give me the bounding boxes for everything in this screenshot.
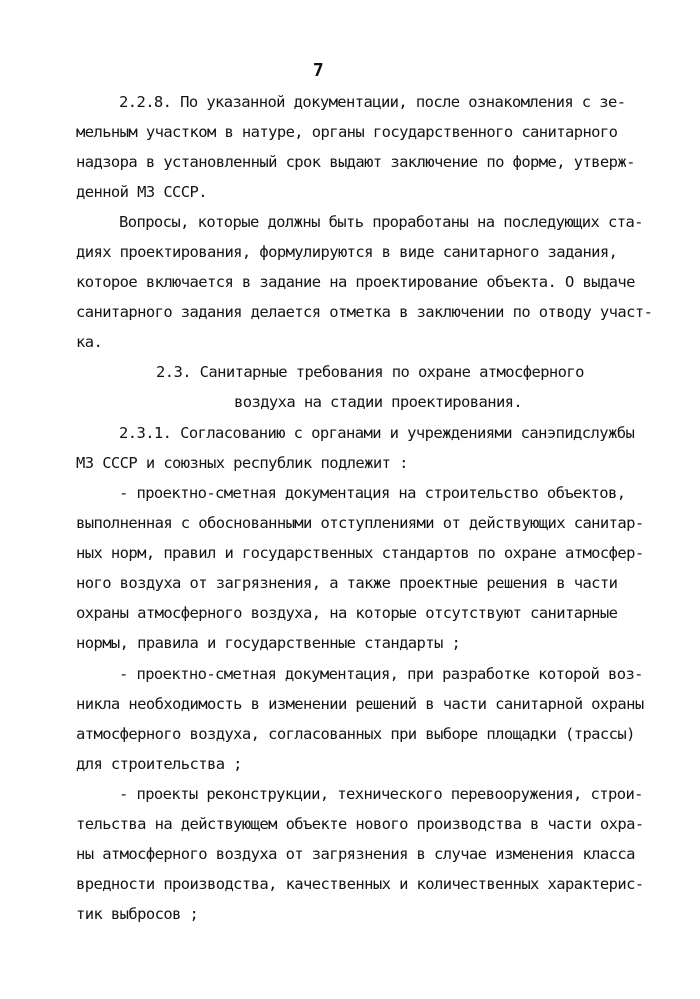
paragraph-2-2-8-line-4: денной МЗ СССР. (76, 183, 207, 201)
bullet-1-line-6: нормы, правила и государственные стандарты ; (76, 634, 461, 652)
bullet-1-line-3: ных норм, правил и государственных стандартов по охране атмосфер- (76, 544, 644, 562)
bullet-3-line-1: - проекты реконструкции, технического перевооружения, строи- (119, 785, 643, 803)
paragraph-2-3-1-line-1: 2.3.1. Согласованию с органами и учреждениями санэпидслужбы (119, 424, 635, 442)
bullet-3-line-5: тик выбросов ; (76, 905, 199, 923)
bullet-1-line-5: охраны атмосферного воздуха, на которые отсутствуют санитарные (76, 604, 618, 622)
bullet-2-line-1: - проектно-сметная документация, при разработке которой воз- (119, 665, 643, 683)
paragraph-2-2-8-line-2: мельным участком в натуре, органы государственного санитарного (76, 123, 618, 141)
bullet-2-line-3: атмосферного воздуха, согласованных при выборе площадки (трассы) (76, 725, 635, 743)
bullet-1-line-4: ного воздуха от загрязнения, а также проектные решения в части (76, 574, 618, 592)
bullet-1-line-1: - проектно-сметная документация на строительство объектов, (119, 484, 626, 502)
paragraph-questions-line-2: диях проектирования, формулируются в виде санитарного задания, (76, 243, 618, 261)
paragraph-questions-line-5: ка. (76, 333, 103, 351)
paragraph-2-2-8-line-3: надзора в установленный срок выдают заключение по форме, утверж- (76, 153, 635, 171)
bullet-1-line-2: выполненная с обоснованными отступлениями от действующих санитар- (76, 514, 644, 532)
bullet-3-line-2: тельства на действующем объекте нового производства в части охра- (76, 815, 644, 833)
bullet-2-line-4: для строительства ; (76, 755, 242, 773)
paragraph-questions-line-4: санитарного задания делается отметка в заключении по отводу участ- (76, 303, 653, 321)
bullet-2-line-2: никла необходимость в изменении решений в части санитарной охраны (76, 695, 644, 713)
paragraph-2-2-8-line-1: 2.2.8. По указанной документации, после ознакомления с зе- (119, 93, 626, 111)
paragraph-questions-line-3: которое включается в задание на проектирование объекта. О выдаче (76, 273, 635, 291)
bullet-3-line-3: ны атмосферного воздуха от загрязнения в случае изменения класса (76, 845, 635, 863)
section-heading-line-2: воздуха на стадии проектирования. (234, 393, 523, 411)
bullet-3-line-4: вредности производства, качественных и количественных характерис- (76, 875, 644, 893)
page-number: 7 (312, 60, 324, 81)
section-heading-line-1: 2.3. Санитарные требования по охране атмосферного (156, 363, 584, 381)
paragraph-2-3-1-line-2: МЗ СССР и союзных республик подлежит : (76, 454, 408, 472)
paragraph-questions-line-1: Вопросы, которые должны быть проработаны на последующих ста- (119, 213, 643, 231)
